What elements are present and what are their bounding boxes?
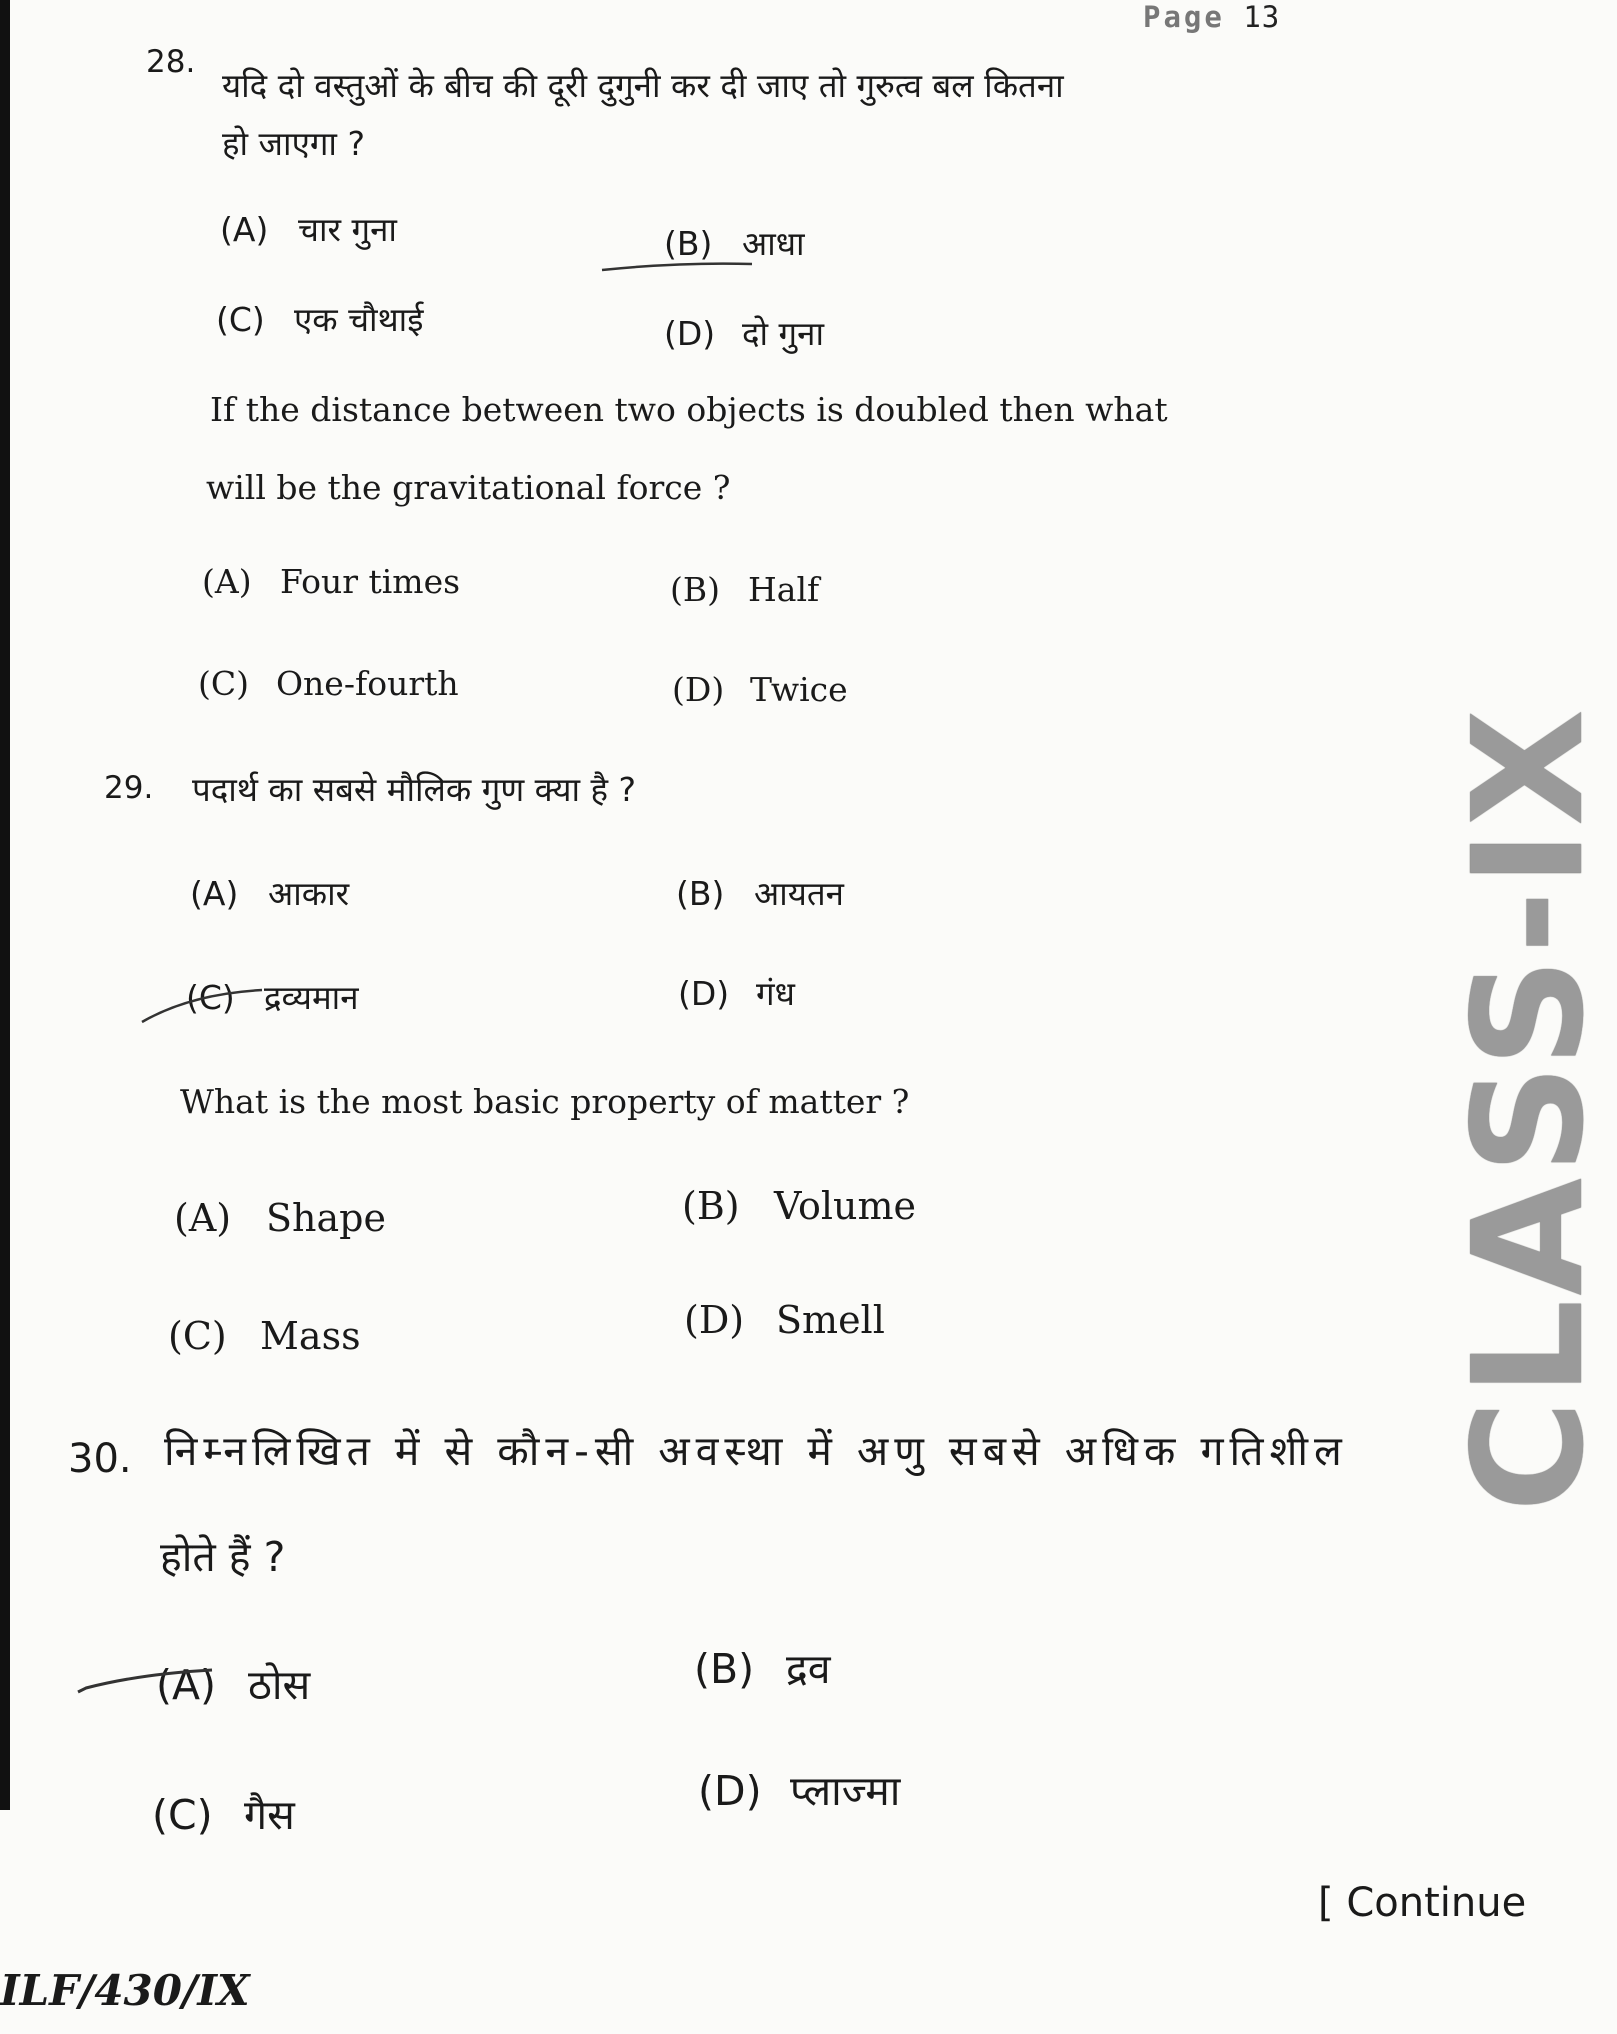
continue-label: [ Continue	[1318, 1880, 1527, 1926]
paper-code: ILF/430/IX	[0, 1966, 250, 2015]
option-letter: (A)	[220, 210, 269, 249]
option-letter: (B)	[670, 570, 720, 609]
option-text: Twice	[750, 670, 848, 709]
option-text: Four times	[280, 562, 461, 601]
option-text: Volume	[774, 1184, 916, 1228]
question-text-english: What is the most basic property of matter ?	[180, 1082, 910, 1121]
option-letter: (A)	[202, 562, 252, 601]
page-number-value: 13	[1243, 0, 1281, 34]
option-text: चार गुना	[298, 210, 397, 249]
option-text: आधा	[742, 224, 805, 263]
question-text-hindi-cont: हो जाएगा ?	[222, 124, 365, 163]
option-text: Mass	[260, 1314, 361, 1358]
question-number: 30.	[68, 1436, 132, 1482]
option-letter: (D)	[698, 1767, 762, 1815]
question-number: 29.	[104, 770, 154, 806]
option-letter: (B)	[682, 1184, 740, 1228]
option-text: आयतन	[754, 874, 844, 913]
option-text: एक चौथाई	[294, 300, 424, 339]
question-text-english-cont: will be the gravitational force ?	[206, 468, 731, 507]
question-text-hindi-cont: होते हैं ?	[160, 1533, 286, 1581]
option-text: One-fourth	[276, 664, 459, 703]
option-text: Half	[748, 570, 820, 609]
option-text: दो गुना	[742, 314, 825, 353]
option-letter: (C)	[168, 1314, 227, 1358]
question-number: 28.	[146, 44, 196, 80]
option-text: द्रव	[786, 1645, 831, 1693]
option-letter: (D)	[684, 1298, 745, 1342]
pen-underline-28b	[602, 264, 752, 270]
option-text: आकार	[268, 874, 350, 913]
option-letter: (B)	[664, 224, 713, 263]
option-text: गैस	[244, 1791, 295, 1839]
option-letter: (D)	[678, 974, 730, 1013]
option-text: ठोस	[248, 1661, 311, 1709]
question-text-hindi: पदार्थ का सबसे मौलिक गुण क्या है ?	[192, 770, 637, 809]
option-letter: (D)	[664, 314, 716, 353]
option-letter: (B)	[676, 874, 725, 913]
option-text: प्लाज्मा	[790, 1767, 901, 1815]
option-letter: (B)	[694, 1645, 755, 1693]
option-letter: (C)	[186, 978, 235, 1017]
option-letter: (A)	[174, 1196, 232, 1240]
page-label: Page	[1143, 0, 1225, 34]
question-text-english: If the distance between two objects is doubled then what	[210, 390, 1168, 429]
option-letter: (D)	[672, 670, 725, 709]
pen-tick-30a	[78, 1670, 212, 1692]
question-text-hindi: यदि दो वस्तुओं के बीच की दूरी दुगुनी कर दी जाए तो गुरुत्व बल कितना	[222, 66, 1064, 105]
option-letter: (C)	[198, 664, 249, 703]
option-text: Shape	[266, 1196, 386, 1240]
option-letter: (C)	[216, 300, 265, 339]
option-letter: (A)	[156, 1661, 217, 1709]
option-text: द्रव्यमान	[264, 978, 359, 1017]
option-text: गंध	[756, 974, 795, 1013]
class-stamp: CLASS-IX	[1440, 705, 1617, 1512]
option-letter: (A)	[190, 874, 239, 913]
question-text-hindi: निम्नलिखित में से कौन-सी अवस्था में अणु सबसे अधिक गतिशील	[164, 1427, 1348, 1475]
pen-tick-29c	[142, 990, 262, 1022]
option-letter: (C)	[152, 1791, 213, 1839]
option-text: Smell	[776, 1298, 885, 1342]
